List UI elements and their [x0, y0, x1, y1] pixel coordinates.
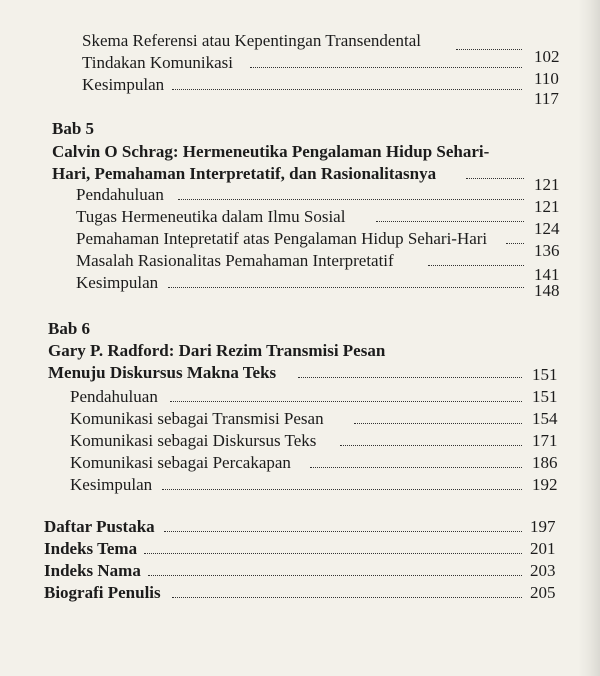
toc-entry: [0, 175, 600, 206]
toc-leader: [178, 199, 524, 200]
toc-leader: [170, 401, 522, 402]
toc-entry-page: 124: [534, 219, 560, 238]
toc-entry-page: 151: [532, 387, 558, 406]
toc-leader: [162, 489, 522, 490]
toc-entry-page: 121: [534, 175, 560, 194]
toc-entry: [0, 386, 600, 408]
toc-entry: [0, 538, 600, 560]
toc-entry-page: 192: [532, 475, 558, 494]
toc-entry-title: Komunikasi sebagai Percakapan: [70, 453, 291, 472]
toc-leader: [168, 287, 524, 288]
toc-entry-title: Tugas Hermeneutika dalam Ilmu Sosial: [76, 207, 346, 226]
toc-entry-title: Pendahuluan: [70, 387, 158, 406]
toc-entry-title: Indeks Nama: [44, 561, 141, 580]
toc-leader: [466, 178, 524, 179]
toc-leader: [148, 575, 522, 576]
toc-entry-title: Masalah Rasionalitas Pemahaman Interpretatif: [76, 251, 394, 270]
toc-entry-title: Skema Referensi atau Kepentingan Transendental: [82, 31, 421, 50]
toc-leader: [310, 467, 522, 468]
toc-entry-title: Kesimpulan: [70, 475, 153, 494]
chapter-title: Hari, Pemahaman Interpretatif, dan Rasionalitasnya: [0, 163, 600, 185]
toc-leader: [172, 597, 522, 598]
toc-entry-page: 203: [530, 561, 556, 580]
toc-entry-page: 197: [530, 517, 556, 536]
toc-entry-page: 148: [534, 281, 560, 300]
toc-entry-page: 110: [534, 69, 559, 88]
toc-entry: [0, 408, 600, 430]
toc-entry-title: Komunikasi sebagai Transmisi Pesan: [70, 409, 324, 428]
toc-entry: [0, 265, 600, 294]
toc-entry-title: Kesimpulan: [76, 273, 159, 292]
toc-entry-title: Tindakan Komunikasi: [82, 53, 233, 72]
toc-entry: [0, 582, 600, 604]
toc-entry-title: Indeks Tema: [44, 539, 138, 558]
toc-leader: [172, 89, 522, 90]
toc-entry-page: 201: [530, 539, 556, 558]
toc-entry-page: 154: [532, 409, 558, 428]
toc-entry-title: Pendahuluan: [76, 185, 164, 204]
toc-entry-title: Biografi Penulis: [44, 583, 161, 602]
toc-entry-page: 121: [534, 197, 560, 216]
toc-leader: [298, 377, 522, 378]
toc-leader: [144, 553, 522, 554]
toc-entry-title: Daftar Pustaka: [44, 517, 155, 536]
toc-entry-page: 117: [534, 89, 559, 108]
chapter-label: Bab 6: [48, 319, 91, 338]
chapter-title: Calvin O Schrag: Hermeneutika Pengalaman Hidup Sehari-: [52, 142, 490, 161]
toc-entry-title: Pemahaman Intepretatif atas Pengalaman Hidup Sehari-Hari: [76, 229, 488, 248]
toc-entry: [0, 241, 600, 272]
toc-entry: [0, 219, 600, 250]
toc-leader: [164, 531, 522, 532]
toc-leader: [340, 445, 522, 446]
toc-entry: [0, 430, 600, 452]
toc-leader: [376, 221, 524, 222]
toc-entry-page: 141: [534, 265, 560, 284]
toc-entry: [0, 516, 600, 538]
toc-entry-page: 151: [532, 365, 558, 384]
toc-leader: [506, 243, 524, 244]
toc-entry: [0, 452, 600, 474]
toc-entry: [0, 74, 600, 108]
toc-entry-page: 102: [534, 47, 560, 66]
toc-leader: [456, 49, 522, 50]
toc-entry-page: 136: [534, 241, 560, 260]
chapter-title: Menuju Diskursus Makna Teks 151: [48, 363, 558, 384]
toc-entry-page: 171: [532, 431, 558, 450]
toc-entry-title: Komunikasi sebagai Diskursus Teks: [70, 431, 317, 450]
toc-entry-page: 186: [532, 453, 558, 472]
toc-leader: [250, 67, 522, 68]
chapter-title: Gary P. Radford: Dari Rezim Transmisi Pesan: [48, 341, 386, 360]
chapter-label: Bab 5: [52, 119, 95, 138]
toc-entry: [0, 560, 600, 582]
toc-entry-page: 205: [530, 583, 556, 602]
toc-leader: [354, 423, 522, 424]
toc-entry-title: Kesimpulan: [82, 75, 165, 94]
toc-entry: [0, 474, 600, 496]
toc-leader: [428, 265, 524, 266]
toc-entry: [0, 197, 600, 228]
